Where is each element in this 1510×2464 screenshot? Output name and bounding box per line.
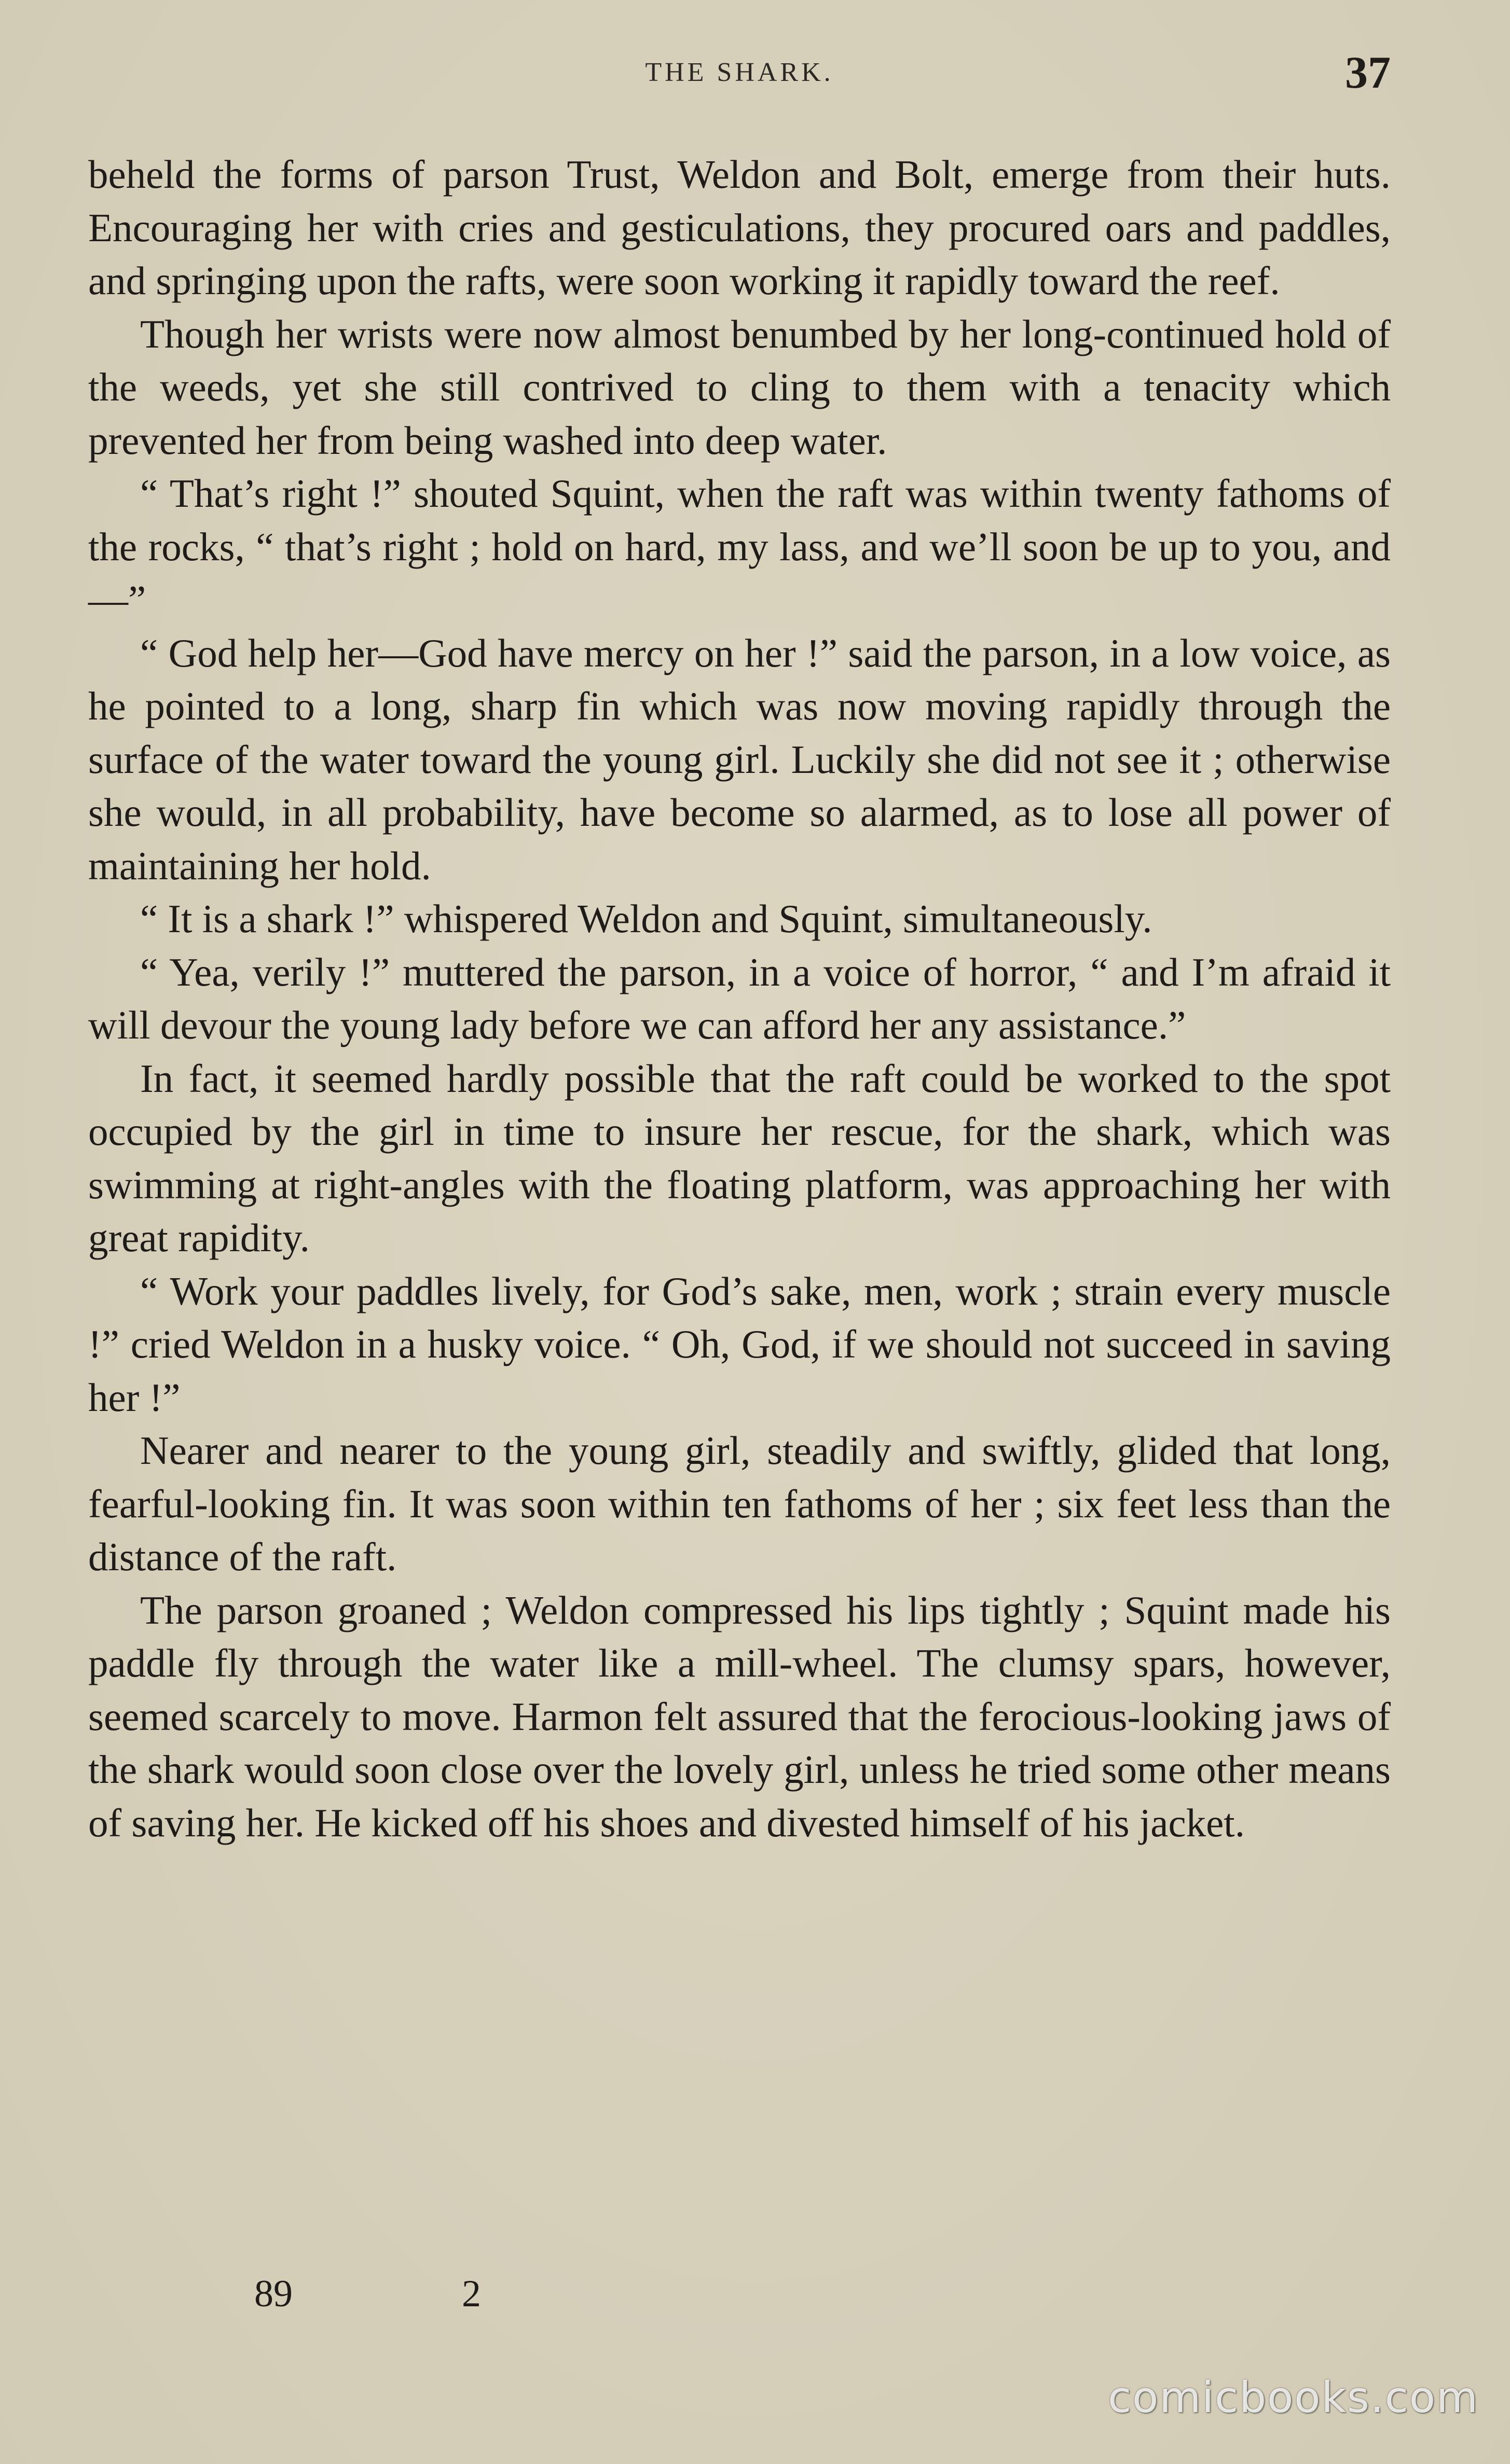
paragraph: beheld the forms of parson Trust, Weldon and Bolt, emerge from their huts. Encouraging her with cries and gesticulations, they procured oars and paddles, and springing upon the rafts, were soon working it rapidly toward the reef. bbox=[88, 152, 1391, 303]
running-head: THE SHARK. bbox=[645, 58, 834, 87]
watermark: comicbooks.com bbox=[1108, 2373, 1479, 2423]
page-number: 37 bbox=[1345, 48, 1391, 98]
paragraph: “ God help her—God have mercy on her !” said the parson, in a low voice, as he pointed to a long, sharp fin which was now moving rapidly through the surface of the water toward the young girl. Luckily she did not see it ; otherwise she would, in all probability, have become so alarmed, as to lose all power of maintaining her hold. bbox=[88, 630, 1391, 888]
paragraph: Nearer and nearer to the young girl, steadily and swiftly, glided that long, fearful-looking fin. It was soon within ten fathoms of her ; six feet less than the distance of the raft. bbox=[88, 1428, 1391, 1579]
paragraph: In fact, it seemed hardly possible that the raft could be worked to the spot occupied by the girl in time to insure her rescue, for the shark, which was swimming at right-angles with the floating platform, was approaching her with great rapidity. bbox=[88, 1056, 1391, 1260]
page-header bbox=[88, 47, 1391, 109]
paragraph: “ Yea, verily !” muttered the parson, in a voice of horror, “ and I’m afraid it will devour the young lady before we can afford her any assistance.” bbox=[88, 949, 1391, 1047]
paragraph: “ Work your paddles lively, for God’s sake, men, work ; strain every muscle !” cried Weldon in a husky voice. “ Oh, God, if we should not succeed in saving her !” bbox=[88, 1268, 1391, 1420]
paragraph: Though her wrists were now almost benumbed by her long-continued hold of the weeds, yet she still contrived to cling to them with a tenacity which prevented her from being washed into deep water. bbox=[88, 311, 1391, 463]
paragraph: “ It is a shark !” whispered Weldon and Squint, simultaneously. bbox=[140, 896, 1152, 941]
signature-mark-left: 89 bbox=[254, 2273, 293, 2315]
signature-mark-right: 2 bbox=[462, 2273, 481, 2315]
paragraph: The parson groaned ; Weldon compressed his lips tightly ; Squint made his paddle fly through the water like a mill-wheel. The clumsy spars, however, seemed scarcely to move. Harmon felt assured that the ferocious-looking jaws of the shark would soon close over the lovely girl, unless he tried some other means of saving her. He kicked off his shoes and divested himself of his jacket. bbox=[88, 1587, 1391, 1845]
body-text bbox=[88, 148, 1391, 1849]
page-footer bbox=[254, 2272, 566, 2334]
paragraph: “ That’s right !” shouted Squint, when the raft was within twenty fathoms of the rocks, “ that’s right ; hold on hard, my lass, and we’ll soon be up to you, and—” bbox=[88, 471, 1391, 622]
